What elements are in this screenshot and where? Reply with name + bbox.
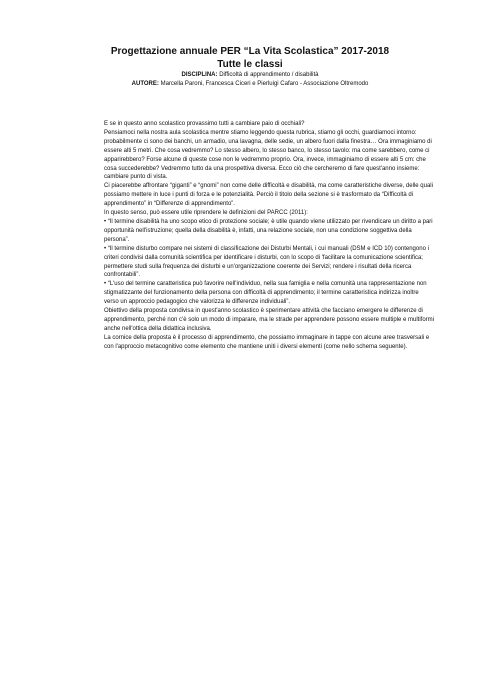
authors-label: AUTORE: bbox=[131, 80, 159, 87]
discipline-value: Difficoltà di apprendimento / disabilità bbox=[219, 72, 319, 78]
paragraph-giants-gnomes: Ci piacerebbe affrontare “giganti” e “gnomi” non come delle difficoltà e disabilità, ma come caratteristiche diverse, delle quali possiamo mettere in luce i punti di forza e le potenzialità. Perciò il titolo della sezione si è trasformato da “Difficoltà di apprendimento” in “Differenze di apprendimento”. bbox=[104, 183, 433, 208]
document-header bbox=[0, 45, 500, 88]
bullet-disturbo: • “Il termine disturbo compare nei sistemi di classificazione dei Disturbi Mentali, i cui manuali (DSM e ICD 10) contengono i criteri condivisi dalla comunità scientifica per identificare i disturbi, con lo scopo di 'facilitare la comunicazione scientifica; permettere studi sulla frequenza dei disturbi e un'organizzazione coerente dei Servizi; rendere i risultati della ricerca confrontabili”. bbox=[104, 245, 429, 279]
paragraph-cornice: La cornice della proposta è il processo di apprendimento, che possiamo immaginare in tappe con alcune aree trasversali e con l'approccio metacognitivo come elemento che mantiene uniti i diversi elementi (come nello schema seguente). bbox=[104, 334, 430, 350]
discipline-label: DISCIPLINA: bbox=[181, 72, 218, 78]
document-title: Progettazione annuale PER “La Vita Scolastica” 2017-2018 bbox=[110, 46, 390, 57]
document-body bbox=[104, 120, 434, 352]
paragraph-obiettivo: Obiettivo della proposta condivisa in quest'anno scolastico è sperimentare attività che facciano emergere le differenze di apprendimento, perché non c'è solo un modo di imparare, ma le strade per apprendere possono essere multiple e multiformi anche nell'ottica della didattica inclusiva. bbox=[104, 308, 434, 332]
bullet-caratteristica: • “L'uso del termine caratteristica può favorire nell'individuo, nella sua famiglia e nella comunità una rappresentazione non stigmatizzante del funzionamento della persona con difficoltà di apprendimento; il termine caratteristica indirizza inoltre verso un approccio pedagogico che valorizza le differenze individuali”. bbox=[104, 281, 427, 306]
bullet-disabilita: • “Il termine disabilità ha uno scopo etico di protezione sociale; è utile quando viene utilizzato per rivendicare un diritto a pari opportunità nell'istruzione; quella della disabilità è, infatti, una relazione sociale, non una condizione soggettiva della persona”. bbox=[104, 218, 433, 243]
authors-value: Marcella Paroni, Francesca Ciceri e Pierluigi Cafaro - Associazione Oltremodo bbox=[160, 80, 369, 87]
paragraph-parcc-intro: In questo senso, può essere utile riprendere le definizioni del PARCC (2011): bbox=[104, 210, 308, 217]
authors-line bbox=[0, 80, 500, 89]
discipline-line bbox=[0, 71, 500, 80]
paragraph-imagine: Pensiamoci nella nostra aula scolastica mentre stiamo leggendo questa rubrica, stiamo gli occhi, guardiamoci intorno: probabilmente ci sono dei banchi, un armadio, una lavagna, delle sedie, un albero fuori dalla finestra… Ora immaginiamo di essere alti 5 metri. Che cosa vedremmo? Lo stesso albero, lo stesso banco, lo stesso tavolo: ma come sarebbero, come ci apparirebbero? Forse alcune di queste cose non le vedremmo proprio. Ora, invece, immaginiamo di essere alti 5 cm: che cosa succederebbe? Vedremmo tutto da una prospettiva diversa. Ecco ciò che cercheremo di fare quest'anno insieme: cambiare punto di vista. bbox=[104, 129, 432, 181]
document-subtitle: Tutte le classi bbox=[217, 59, 283, 70]
paragraph-intro-question: E se in questo anno scolastico provassimo tutti a cambiare paio di occhiali? bbox=[104, 121, 305, 127]
